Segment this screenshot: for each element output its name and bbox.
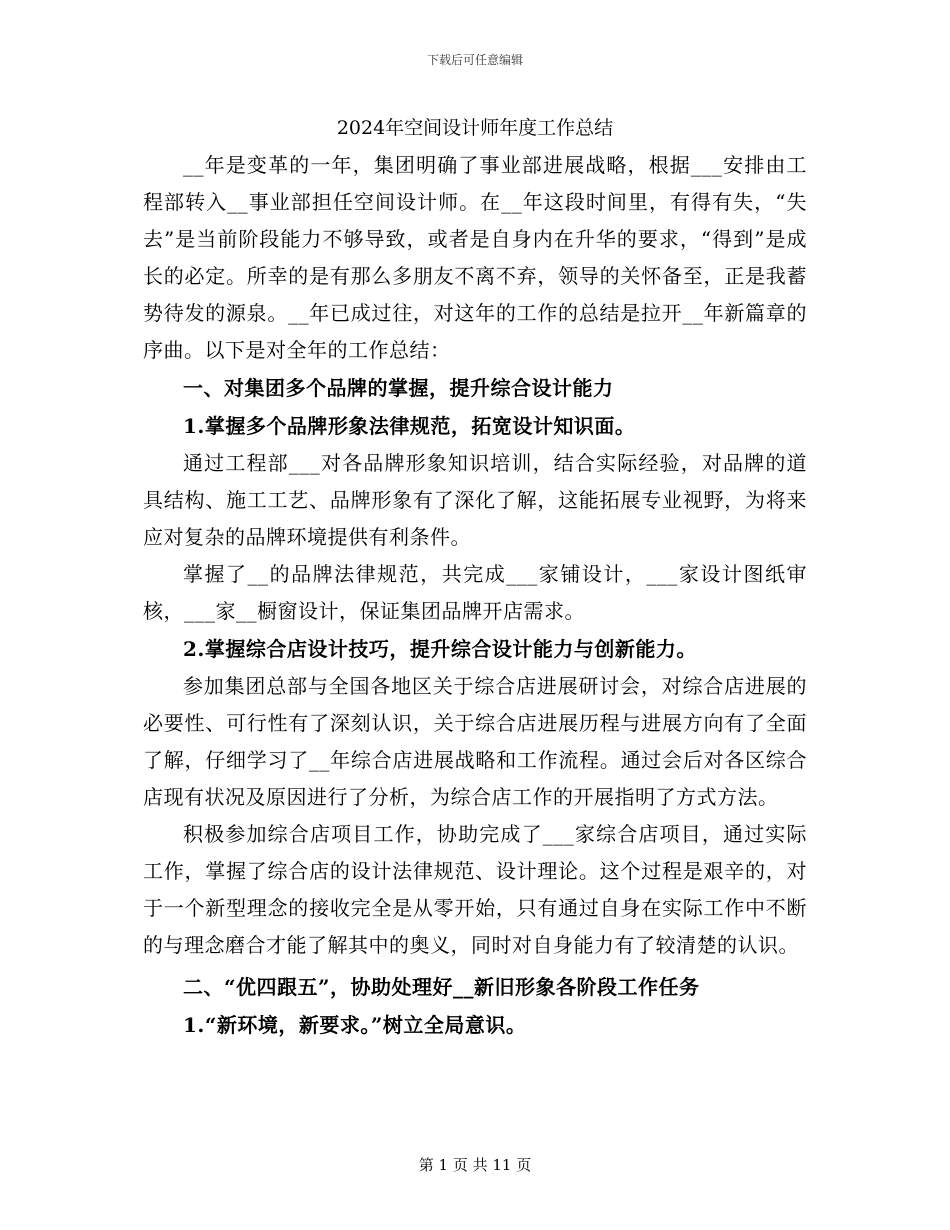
paragraph-intro: __年是变革的一年，集团明确了事业部进展战略，根据___安排由工程部转入__事业部担任空间设计师。在__年这段时间里，有得有失，“失去”是当前阶段能力不够导致，或者是自身内在升华的要求，“得到”是成长的必定。所幸的是有那么多朋友不离不弃，领导的关怀备至，正是我蓄势待发的源泉。__年已成过往，对这年的工作的总结是拉开__年新篇章的序曲。以下是对全年的工作总结：: [143, 153, 807, 362]
paragraph-brand-training: 通过工程部___对各品牌形象知识培训，结合实际经验，对品牌的道具结构、施工工艺、品牌形象有了深化了解，这能拓展专业视野，为将来应对复杂的品牌环境提供有利条件。: [143, 451, 807, 549]
section-heading-2: 二、“优四跟五”，协助处理好__新旧形象各阶段工作任务: [183, 975, 700, 999]
subsection-heading-1-1: 1.掌握多个品牌形象法律规范，拓宽设计知识面。: [183, 414, 636, 438]
subsection-heading-1-2: 2.掌握综合店设计技巧，提升综合设计能力与创新能力。: [183, 637, 697, 661]
paragraph-seminar: 参加集团总部与全国各地区关于综合店进展研讨会，对综合店进展的必要性、可行性有了深刻认识，关于综合店进展历程与进展方向有了全面了解，仔细学习了__年综合店进展战略和工作流程。通过会后对各区综合店现有状况及原因进行了分析，为综合店工作的开展指明了方式方法。: [143, 674, 807, 809]
document-title: 2024年空间设计师年度工作总结: [336, 117, 614, 139]
paragraph-brand-standards: 掌握了__的品牌法律规范，共完成___家铺设计，___家设计图纸审核，___家__橱窗设计，保证集团品牌开店需求。: [143, 562, 807, 623]
page-number-footer: 第 1 页 共 11 页: [418, 1156, 532, 1174]
section-heading-1: 一、对集团多个品牌的掌握，提升综合设计能力: [183, 376, 614, 400]
subsection-heading-2-1: 1.“新环境，新要求。”树立全局意识。: [183, 1013, 527, 1037]
paragraph-project-work: 积极参加综合店项目工作，协助完成了___家综合店项目，通过实际工作，掌握了综合店的设计法律规范、设计理论。这个过程是艰辛的，对于一个新型理念的接收完全是从零开始，只有通过自身在实际工作中不断的与理念磨合才能了解其中的奥义，同时对自身能力有了较清楚的认识。: [143, 822, 807, 957]
document-body: [143, 109, 807, 1044]
page-header-note: 下载后可任意编辑: [426, 53, 523, 67]
